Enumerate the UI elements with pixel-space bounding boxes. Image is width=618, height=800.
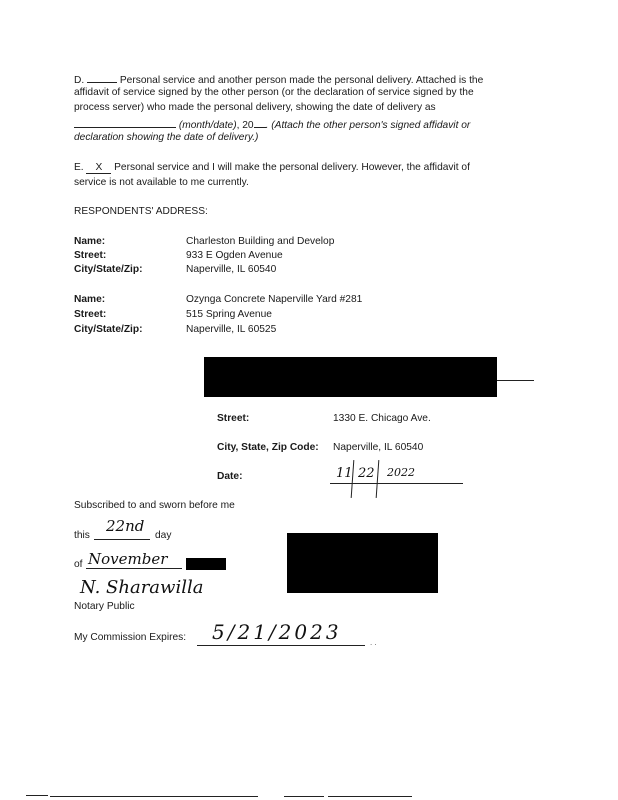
month-line [86, 568, 182, 569]
para-d-line4 [74, 117, 470, 131]
server-street: 1330 E. Chicago Ave. [333, 413, 431, 424]
day-value: 22nd [106, 517, 145, 535]
bottom-line-1 [26, 795, 48, 796]
resp1-street-label: Street: [74, 250, 107, 261]
para-d-year-blank[interactable] [254, 117, 266, 128]
para-d-line3: process server) who made the personal delivery, showing the date of delivery as [74, 102, 436, 113]
day-line [94, 539, 150, 540]
bottom-line-2 [50, 796, 258, 797]
month-value: November [88, 550, 168, 568]
notary-signature: N. Sharawilla [80, 577, 204, 598]
para-d-letter: D. [74, 75, 85, 86]
server-date-label: Date: [217, 471, 243, 482]
para-d-line5: declaration showing the date of delivery.) [74, 132, 259, 143]
redacted-notary-seal [287, 533, 438, 593]
para-d-line1 [74, 72, 483, 86]
respondents-heading: RESPONDENTS' ADDRESS: [74, 206, 208, 217]
para-d-month-date-label: (month/date) [178, 120, 237, 131]
server-name-underline [497, 380, 534, 381]
para-e-letter: E. [74, 162, 84, 173]
resp2-city: Naperville, IL 60525 [186, 324, 277, 335]
para-e-line2: service is not available to me currently. [74, 177, 249, 188]
resp1-street: 933 E Ogden Avenue [186, 250, 283, 261]
resp2-name: Ozynga Concrete Naperville Yard #281 [186, 294, 363, 305]
para-d-line2: affidavit of service signed by the other person (or the declaration of service signed by the [74, 87, 474, 98]
redacted-year [186, 558, 226, 570]
resp1-city: Naperville, IL 60540 [186, 264, 277, 275]
resp1-name: Charleston Building and Develop [186, 236, 335, 247]
server-date-line [330, 483, 463, 484]
notary-public-label: Notary Public [74, 601, 135, 612]
resp2-name-label: Name: [74, 294, 106, 305]
day-label: day [155, 530, 172, 541]
resp2-street: 515 Spring Avenue [186, 309, 272, 320]
para-d-attach-note: . (Attach the other person's signed affidavit or [265, 120, 471, 131]
server-date-month: 11 [336, 466, 353, 481]
commission-label: My Commission Expires: [74, 632, 187, 643]
para-e-text1: Personal service and I will make the personal delivery. However, the affidavit of [114, 162, 470, 173]
subscribed-text: Subscribed to and sworn before me [74, 500, 235, 511]
bottom-line-4 [328, 796, 412, 797]
commission-line [197, 645, 365, 646]
server-date-year: 2022 [387, 466, 415, 479]
para-e-line1 [74, 162, 470, 173]
resp1-name-label: Name: [74, 236, 106, 247]
para-d-text1: Personal service and another person made the personal delivery. Attached is the [119, 75, 484, 86]
server-street-label: Street: [217, 413, 250, 424]
resp2-street-label: Street: [74, 309, 107, 320]
bottom-line-3 [284, 796, 324, 797]
date-slash-2 [376, 460, 380, 498]
para-d-date-blank[interactable] [74, 117, 176, 128]
resp1-city-label: City/State/Zip: [74, 264, 143, 275]
para-d-year-prefix: , 20 [236, 120, 254, 131]
server-city-label: City, State, Zip Code: [217, 442, 319, 453]
server-date-day: 22 [358, 466, 375, 481]
commission-dots: . . [370, 638, 377, 647]
commission-value: 5/21/2023 [212, 620, 342, 644]
para-e-mark[interactable]: X [86, 162, 111, 174]
this-label: this [74, 530, 90, 541]
of-label: of [74, 559, 83, 570]
server-city: Naperville, IL 60540 [333, 442, 424, 453]
resp2-city-label: City/State/Zip: [74, 324, 143, 335]
para-d-blank[interactable] [87, 72, 117, 83]
redacted-server-name [204, 357, 497, 397]
